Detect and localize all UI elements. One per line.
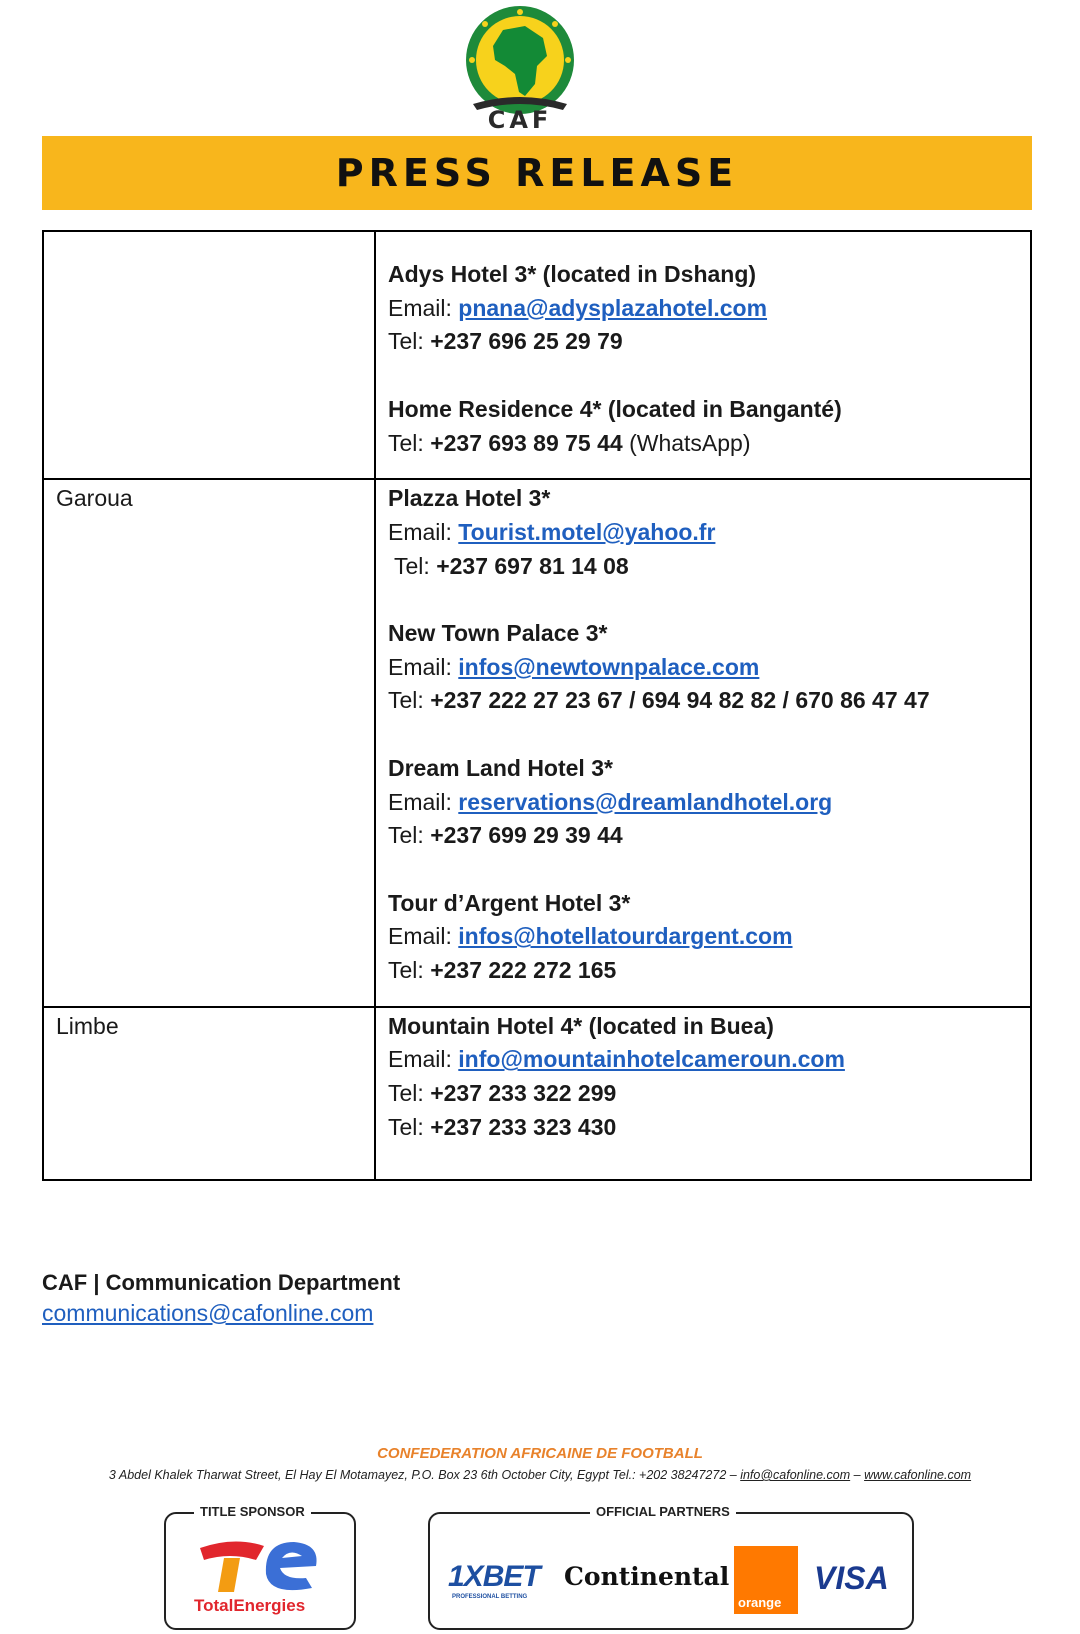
hotels-cell (375, 1007, 1031, 1180)
tel-label: Tel: (388, 822, 424, 849)
tel-number: +237 222 27 23 67 / 694 94 82 82 / 670 86 47 47 (430, 687, 930, 714)
hotel-tel-line (388, 1111, 1018, 1145)
tel-number: +237 693 89 75 44 (430, 429, 623, 456)
hotel-tel-line (388, 427, 1018, 461)
partner-1xbet-logo: 1XBET (448, 1560, 540, 1593)
hotel-name: New Town Palace 3* (388, 620, 608, 646)
hotel-tel-line (388, 550, 1018, 584)
partner-visa-logo: VISA (814, 1560, 889, 1596)
hotel-email-link[interactable]: Tourist.motel@yahoo.fr (458, 518, 716, 545)
footer-email-link[interactable]: info@cafonline.com (740, 1468, 851, 1482)
footer-address (0, 1468, 1080, 1482)
tel-label: Tel: (394, 552, 430, 579)
email-label: Email: (388, 923, 452, 950)
table-row (43, 231, 1031, 479)
hotels-cell (375, 231, 1031, 479)
official-partners-box (428, 1504, 914, 1630)
tel-number: +237 222 272 165 (430, 957, 617, 983)
banner-title: PRESS RELEASE (335, 151, 739, 195)
tel-label: Tel: (388, 429, 424, 456)
hotel-email-line (388, 651, 1018, 685)
hotel-entry (388, 1010, 1018, 1145)
footer-org-name: CONFEDERATION AFRICAINE DE FOOTBALL (377, 1445, 703, 1462)
address-text: 3 Abdel Khalek Tharwat Street, El Hay El Motamayez, P.O. Box 23 6th October City, Egypt Tel.: +202 38247272 – (108, 1468, 737, 1482)
hotel-name: Plazza Hotel 3* (388, 485, 551, 512)
tel-label: Tel: (388, 687, 424, 714)
partner-1xbet-tagline: PROFESSIONAL BETTING (452, 1594, 528, 1600)
contact-block (42, 1268, 400, 1328)
partner-orange-text: orange (738, 1595, 782, 1610)
hotel-name: Tour d’Argent Hotel 3* (388, 889, 631, 916)
hotel-email-link[interactable]: infos@newtownpalace.com (458, 653, 760, 680)
hotel-name: Home Residence 4* (located in Banganté) (388, 395, 842, 422)
hotel-entry (388, 258, 1018, 359)
partner-continental-logo: Continental (564, 1562, 730, 1591)
hotel-email-link[interactable]: info@mountainhotelcameroun.com (458, 1046, 845, 1073)
footer-sep: – (853, 1468, 861, 1482)
tel-number: +237 699 29 39 44 (430, 822, 623, 849)
city-cell: Limbe (43, 1007, 375, 1180)
tel-number: +237 233 322 299 (430, 1080, 617, 1107)
totalenergies-logo-icon (194, 1534, 324, 1596)
press-release-banner (42, 136, 1032, 210)
hotel-entry (388, 752, 1018, 853)
tel-label: Tel: (388, 1080, 424, 1107)
hotel-email-line (388, 920, 1018, 954)
city-cell: Garoua (43, 479, 375, 1007)
hotel-entry (388, 887, 1018, 988)
table-row (43, 1007, 1031, 1180)
department-label: CAF | Communication Department (42, 1270, 401, 1295)
hotel-tel-line (388, 819, 1018, 853)
hotel-email-line (388, 786, 1018, 820)
caf-logo (455, 4, 585, 132)
hotels-cell (375, 479, 1031, 1007)
email-label: Email: (388, 518, 452, 545)
hotel-tel-line (388, 954, 1018, 988)
hotel-entry (388, 482, 1018, 583)
hotel-entry (388, 617, 1018, 718)
hotels-table (42, 230, 1032, 1181)
footer-website-link[interactable]: www.cafonline.com (864, 1468, 972, 1482)
tel-number: +237 233 323 430 (430, 1113, 617, 1140)
email-label: Email: (388, 653, 452, 680)
hotel-tel-line (388, 1077, 1018, 1111)
city-cell (43, 231, 375, 479)
title-sponsor-box (164, 1504, 356, 1630)
partners-label: OFFICIAL PARTNERS (590, 1504, 736, 1519)
hotel-email-link[interactable]: reservations@dreamlandhotel.org (458, 788, 833, 815)
tel-note: (WhatsApp) (629, 429, 751, 456)
hotel-email-link[interactable]: infos@hotellatourdargent.com (458, 923, 793, 950)
email-label: Email: (388, 788, 452, 815)
partner-orange-logo (734, 1546, 798, 1614)
hotel-tel-line (388, 684, 1018, 718)
hotel-name: Dream Land Hotel 3* (388, 754, 613, 781)
hotel-tel-line (388, 325, 1018, 359)
hotel-email-line (388, 292, 1018, 326)
tel-number: +237 696 25 29 79 (430, 328, 623, 355)
hotel-email-line (388, 516, 1018, 550)
title-sponsor-label: TITLE SPONSOR (194, 1504, 311, 1519)
table-row (43, 479, 1031, 1007)
contact-email-link[interactable]: communications@cafonline.com (42, 1300, 374, 1326)
hotel-email-line (388, 1043, 1018, 1077)
email-label: Email: (388, 294, 452, 321)
hotel-entry (388, 393, 1018, 460)
tel-label: Tel: (388, 957, 424, 983)
tel-label: Tel: (388, 328, 424, 355)
hotel-email-link[interactable]: pnana@adysplazahotel.com (458, 294, 768, 321)
hotel-name: Adys Hotel 3* (located in Dshang) (388, 261, 757, 287)
title-sponsor-name: TotalEnergies (194, 1596, 306, 1615)
email-label: Email: (388, 1046, 452, 1073)
tel-label: Tel: (388, 1113, 424, 1140)
tel-number: +237 697 81 14 08 (436, 552, 629, 579)
svg-text:CAF: CAF (487, 106, 553, 132)
hotel-name: Mountain Hotel 4* (located in Buea) (388, 1012, 774, 1039)
